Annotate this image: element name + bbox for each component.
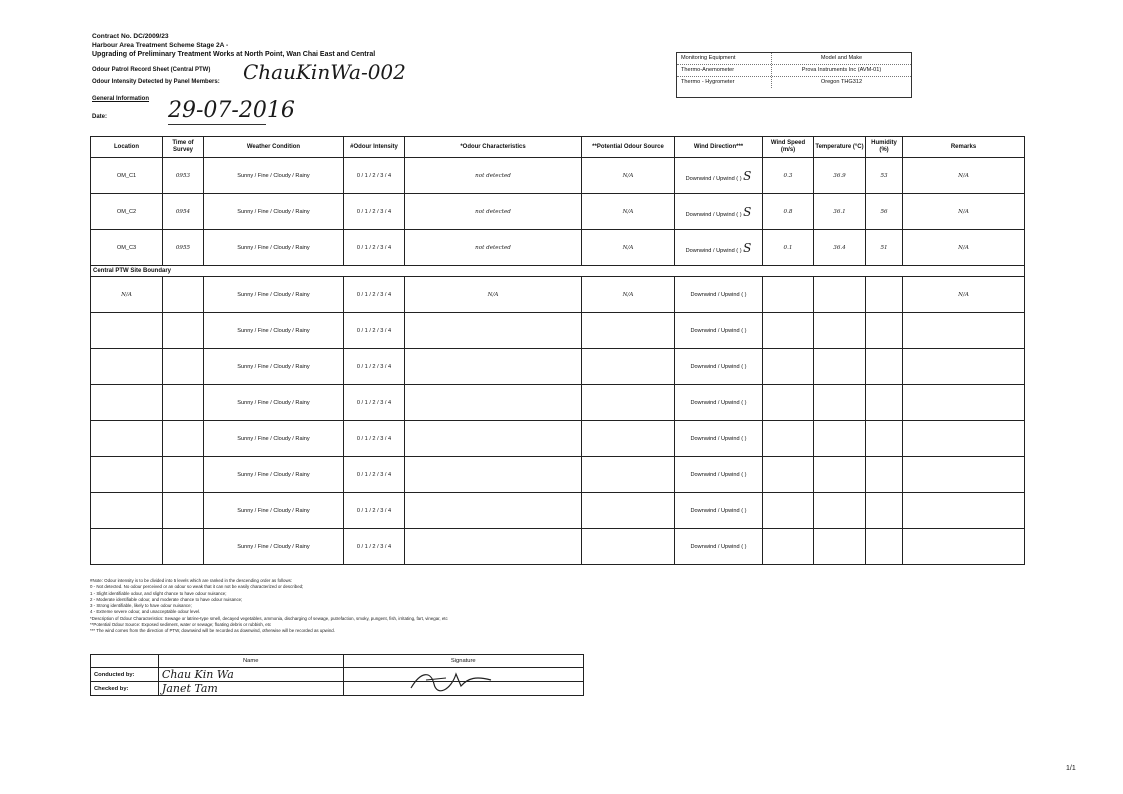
weather-cell: Sunny / Fine / Cloudy / Rainy bbox=[204, 230, 344, 266]
temperature-cell: 36.1 bbox=[814, 194, 866, 230]
note-line: 0 - Not detected. No odour perceived or an odour so weak that it can not be easily characterized or described; bbox=[90, 584, 304, 590]
location-cell bbox=[91, 313, 163, 349]
odour-source-cell bbox=[582, 457, 675, 493]
equipment-table bbox=[676, 52, 912, 98]
col-time: Time of Survey bbox=[163, 137, 204, 158]
odour-characteristics-cell: not detected bbox=[405, 194, 582, 230]
equipment-col-header: Monitoring Equipment bbox=[677, 53, 772, 64]
temperature-cell bbox=[814, 349, 866, 385]
contract-number: Contract No. DC/2009/23 bbox=[92, 33, 169, 40]
odour-characteristics-cell bbox=[405, 493, 582, 529]
table-row bbox=[91, 158, 1025, 194]
equipment-name: Thermo - Hygrometer bbox=[677, 77, 772, 88]
odour-source-cell bbox=[582, 421, 675, 457]
location-cell bbox=[91, 457, 163, 493]
time-cell bbox=[163, 313, 204, 349]
odour-characteristics-cell bbox=[405, 529, 582, 565]
intensity-cell: 0 / 1 / 2 / 3 / 4 bbox=[344, 421, 405, 457]
wind-handwritten: S bbox=[743, 168, 752, 183]
col-source: **Potential Odour Source bbox=[582, 137, 675, 158]
weather-cell: Sunny / Fine / Cloudy / Rainy bbox=[204, 158, 344, 194]
wind-direction-cell: Downwind / Upwind ( ) bbox=[675, 277, 763, 313]
name-col-header: Name bbox=[158, 655, 343, 668]
conducted-label: Conducted by: bbox=[91, 668, 159, 682]
remarks-cell bbox=[903, 313, 1025, 349]
remarks-cell bbox=[903, 493, 1025, 529]
remarks-cell: N/A bbox=[903, 230, 1025, 266]
scheme-line: Harbour Area Treatment Scheme Stage 2A - bbox=[92, 42, 229, 49]
record-sheet-title: Odour Patrol Record Sheet (Central PTW) bbox=[92, 67, 211, 73]
weather-cell: Sunny / Fine / Cloudy / Rainy bbox=[204, 349, 344, 385]
temperature-cell bbox=[814, 277, 866, 313]
temperature-cell bbox=[814, 529, 866, 565]
checked-label: Checked by: bbox=[91, 682, 159, 696]
col-location: Location bbox=[91, 137, 163, 158]
note-line: *Description of Odour Characteristics: Sewage or latrine-type smell, decayed vegetables, ammonia, discharging of sewage, putrefaction, smoky, pungent, fish, irritating, fart, vinegar, etc bbox=[90, 615, 448, 621]
wind-speed-cell bbox=[763, 493, 814, 529]
odour-source-cell bbox=[582, 529, 675, 565]
humidity-cell bbox=[866, 493, 903, 529]
intensity-cell: 0 / 1 / 2 / 3 / 4 bbox=[344, 230, 405, 266]
weather-cell: Sunny / Fine / Cloudy / Rainy bbox=[204, 385, 344, 421]
humidity-cell: 53 bbox=[866, 158, 903, 194]
date-label: Date: bbox=[92, 114, 108, 120]
wind-direction-cell bbox=[675, 230, 763, 266]
wind-speed-cell: 0.8 bbox=[763, 194, 814, 230]
time-cell bbox=[163, 277, 204, 313]
equipment-model: Oregon THG312 bbox=[820, 79, 863, 85]
time-cell bbox=[163, 349, 204, 385]
wind-speed-cell bbox=[763, 385, 814, 421]
col-characteristics: *Odour Characteristics bbox=[405, 137, 582, 158]
date-underline bbox=[168, 124, 266, 125]
page-number: 1/1 bbox=[1066, 765, 1076, 772]
time-cell bbox=[163, 493, 204, 529]
equipment-header-row bbox=[677, 53, 911, 65]
signature-col-header: Signature bbox=[343, 655, 583, 668]
time-cell bbox=[163, 385, 204, 421]
odour-source-cell: N/A bbox=[582, 158, 675, 194]
location-cell: N/A bbox=[91, 277, 163, 313]
table-row bbox=[91, 349, 1025, 385]
checked-row bbox=[91, 682, 584, 696]
col-wind-speed: Wind Speed (m/s) bbox=[763, 137, 814, 158]
general-info-label: General Information bbox=[92, 96, 150, 102]
odour-characteristics-cell: N/A bbox=[405, 277, 582, 313]
wind-direction-cell: Downwind / Upwind ( ) bbox=[675, 493, 763, 529]
time-cell bbox=[163, 529, 204, 565]
wind-handwritten: S bbox=[743, 240, 752, 255]
checked-name: Janet Tam bbox=[158, 682, 343, 696]
location-cell: OM_C2 bbox=[91, 194, 163, 230]
equipment-row bbox=[677, 65, 911, 77]
odour-characteristics-cell: not detected bbox=[405, 158, 582, 194]
table-row bbox=[91, 385, 1025, 421]
table-row bbox=[91, 313, 1025, 349]
col-weather: Weather Condition bbox=[204, 137, 344, 158]
table-row bbox=[91, 529, 1025, 565]
location-cell: OM_C3 bbox=[91, 230, 163, 266]
note-line: #Note: Odour intensity is to be divided into 5 levels which are ranked in the descending order as follows: bbox=[90, 578, 293, 583]
table-row bbox=[91, 277, 1025, 313]
wind-direction-cell: Downwind / Upwind ( ) bbox=[675, 385, 763, 421]
intensity-cell: 0 / 1 / 2 / 3 / 4 bbox=[344, 385, 405, 421]
odour-characteristics-cell bbox=[405, 313, 582, 349]
wind-direction-cell bbox=[675, 194, 763, 230]
date-handwritten: 29-07-2016 bbox=[168, 98, 295, 123]
note-line: *** The wind comes from the direction of PTW, downwind will be recorded as downwind, otherwise will be recorded as upwind. bbox=[90, 628, 335, 634]
odour-source-cell bbox=[582, 313, 675, 349]
wind-direction-cell: Downwind / Upwind ( ) bbox=[675, 349, 763, 385]
weather-cell: Sunny / Fine / Cloudy / Rainy bbox=[204, 313, 344, 349]
col-humidity: Humidity (%) bbox=[866, 137, 903, 158]
conducted-row bbox=[91, 668, 584, 682]
odour-source-cell: N/A bbox=[582, 277, 675, 313]
humidity-cell bbox=[866, 421, 903, 457]
equipment-name: Thermo-Anemometer bbox=[677, 65, 772, 76]
time-cell: 0954 bbox=[163, 194, 204, 230]
temperature-cell bbox=[814, 313, 866, 349]
wind-direction-cell: Downwind / Upwind ( ) bbox=[675, 421, 763, 457]
time-cell: 0955 bbox=[163, 230, 204, 266]
humidity-cell bbox=[866, 313, 903, 349]
col-temperature: Temperature (°C) bbox=[814, 137, 866, 158]
wind-handwritten: S bbox=[743, 204, 752, 219]
temperature-cell: 36.9 bbox=[814, 158, 866, 194]
intensity-cell: 0 / 1 / 2 / 3 / 4 bbox=[344, 493, 405, 529]
humidity-cell: 51 bbox=[866, 230, 903, 266]
note-line: 4 - Extreme severe odour, and unacceptable odour level. bbox=[90, 609, 201, 615]
panel-members-label: Odour Intensity Detected by Panel Members: bbox=[92, 79, 220, 85]
signature-table bbox=[90, 654, 584, 696]
weather-cell: Sunny / Fine / Cloudy / Rainy bbox=[204, 457, 344, 493]
wind-speed-cell: 0.1 bbox=[763, 230, 814, 266]
odour-source-cell: N/A bbox=[582, 194, 675, 230]
humidity-cell: 56 bbox=[866, 194, 903, 230]
intensity-cell: 0 / 1 / 2 / 3 / 4 bbox=[344, 158, 405, 194]
time-cell bbox=[163, 421, 204, 457]
panel-member-handwritten: ChauKinWa-002 bbox=[243, 60, 406, 84]
note-line: 3 - Strong identifiable, likely to have odour nuisance; bbox=[90, 603, 192, 609]
location-cell bbox=[91, 385, 163, 421]
odour-characteristics-cell bbox=[405, 349, 582, 385]
table-row bbox=[91, 194, 1025, 230]
wind-direction-cell: Downwind / Upwind ( ) bbox=[675, 313, 763, 349]
remarks-cell bbox=[903, 457, 1025, 493]
temperature-cell: 36.4 bbox=[814, 230, 866, 266]
conducted-name: Chau Kin Wa bbox=[158, 668, 343, 682]
project-title: Upgrading of Preliminary Treatment Works at North Point, Wan Chai East and Central bbox=[92, 51, 376, 58]
wind-speed-cell bbox=[763, 349, 814, 385]
signature-header-row bbox=[91, 655, 584, 668]
handwritten-signature bbox=[406, 666, 496, 692]
note-line: 1 - Slight identifiable odour, and slight chance to have odour nuisance; bbox=[90, 590, 227, 596]
humidity-cell bbox=[866, 277, 903, 313]
odour-source-cell bbox=[582, 493, 675, 529]
note-line: **Potential Odour Source: Exposed sediment, water or sewage; floating debris or rubbish, etc bbox=[90, 622, 272, 628]
intensity-cell: 0 / 1 / 2 / 3 / 4 bbox=[344, 349, 405, 385]
table-row bbox=[91, 493, 1025, 529]
time-cell: 0953 bbox=[163, 158, 204, 194]
wind-speed-cell bbox=[763, 529, 814, 565]
wind-speed-cell: 0.3 bbox=[763, 158, 814, 194]
table-row bbox=[91, 421, 1025, 457]
humidity-cell bbox=[866, 385, 903, 421]
odour-characteristics-cell bbox=[405, 385, 582, 421]
note-line: 2 - Moderate identifiable odour, and moderate chance to have odour nuisance; bbox=[90, 596, 243, 602]
wind-options: Downwind / Upwind ( ) bbox=[685, 211, 742, 218]
col-wind-direction: Wind Direction*** bbox=[675, 137, 763, 158]
remarks-cell: N/A bbox=[903, 277, 1025, 313]
intensity-cell: 0 / 1 / 2 / 3 / 4 bbox=[344, 457, 405, 493]
checked-signature bbox=[343, 682, 583, 696]
wind-speed-cell bbox=[763, 421, 814, 457]
humidity-cell bbox=[866, 529, 903, 565]
location-cell bbox=[91, 349, 163, 385]
intensity-cell: 0 / 1 / 2 / 3 / 4 bbox=[344, 277, 405, 313]
remarks-cell bbox=[903, 529, 1025, 565]
remarks-cell bbox=[903, 421, 1025, 457]
intensity-cell: 0 / 1 / 2 / 3 / 4 bbox=[344, 194, 405, 230]
remarks-cell: N/A bbox=[903, 194, 1025, 230]
location-cell bbox=[91, 421, 163, 457]
odour-characteristics-cell bbox=[405, 457, 582, 493]
humidity-cell bbox=[866, 349, 903, 385]
equipment-model: Prova Instruments Inc (AVM-01) bbox=[801, 67, 882, 73]
location-cell: OM_C1 bbox=[91, 158, 163, 194]
odour-record-table bbox=[90, 136, 1025, 565]
model-col-header: Model and Make bbox=[820, 55, 863, 61]
weather-cell: Sunny / Fine / Cloudy / Rainy bbox=[204, 493, 344, 529]
remarks-cell bbox=[903, 385, 1025, 421]
time-cell bbox=[163, 457, 204, 493]
weather-cell: Sunny / Fine / Cloudy / Rainy bbox=[204, 277, 344, 313]
wind-direction-cell: Downwind / Upwind ( ) bbox=[675, 529, 763, 565]
weather-cell: Sunny / Fine / Cloudy / Rainy bbox=[204, 194, 344, 230]
wind-speed-cell bbox=[763, 313, 814, 349]
remarks-cell: N/A bbox=[903, 158, 1025, 194]
intensity-cell: 0 / 1 / 2 / 3 / 4 bbox=[344, 313, 405, 349]
equipment-row bbox=[677, 77, 911, 88]
odour-source-cell bbox=[582, 349, 675, 385]
odour-characteristics-cell bbox=[405, 421, 582, 457]
odour-characteristics-cell: not detected bbox=[405, 230, 582, 266]
wind-options: Downwind / Upwind ( ) bbox=[685, 175, 742, 182]
humidity-cell bbox=[866, 457, 903, 493]
odour-source-cell bbox=[582, 385, 675, 421]
wind-direction-cell bbox=[675, 158, 763, 194]
table-row bbox=[91, 457, 1025, 493]
section-label: Central PTW Site Boundary bbox=[91, 266, 1025, 277]
notes-block bbox=[90, 578, 610, 635]
table-header-row bbox=[91, 137, 1025, 158]
remarks-cell bbox=[903, 349, 1025, 385]
wind-speed-cell bbox=[763, 277, 814, 313]
section-row bbox=[91, 266, 1025, 277]
signature-blank-cell bbox=[91, 655, 159, 668]
location-cell bbox=[91, 493, 163, 529]
wind-direction-cell: Downwind / Upwind ( ) bbox=[675, 457, 763, 493]
location-cell bbox=[91, 529, 163, 565]
wind-speed-cell bbox=[763, 457, 814, 493]
col-remarks: Remarks bbox=[903, 137, 1025, 158]
temperature-cell bbox=[814, 493, 866, 529]
temperature-cell bbox=[814, 385, 866, 421]
temperature-cell bbox=[814, 421, 866, 457]
weather-cell: Sunny / Fine / Cloudy / Rainy bbox=[204, 529, 344, 565]
temperature-cell bbox=[814, 457, 866, 493]
intensity-cell: 0 / 1 / 2 / 3 / 4 bbox=[344, 529, 405, 565]
weather-cell: Sunny / Fine / Cloudy / Rainy bbox=[204, 421, 344, 457]
table-row bbox=[91, 230, 1025, 266]
col-intensity: #Odour Intensity bbox=[344, 137, 405, 158]
wind-options: Downwind / Upwind ( ) bbox=[685, 247, 742, 254]
odour-source-cell: N/A bbox=[582, 230, 675, 266]
